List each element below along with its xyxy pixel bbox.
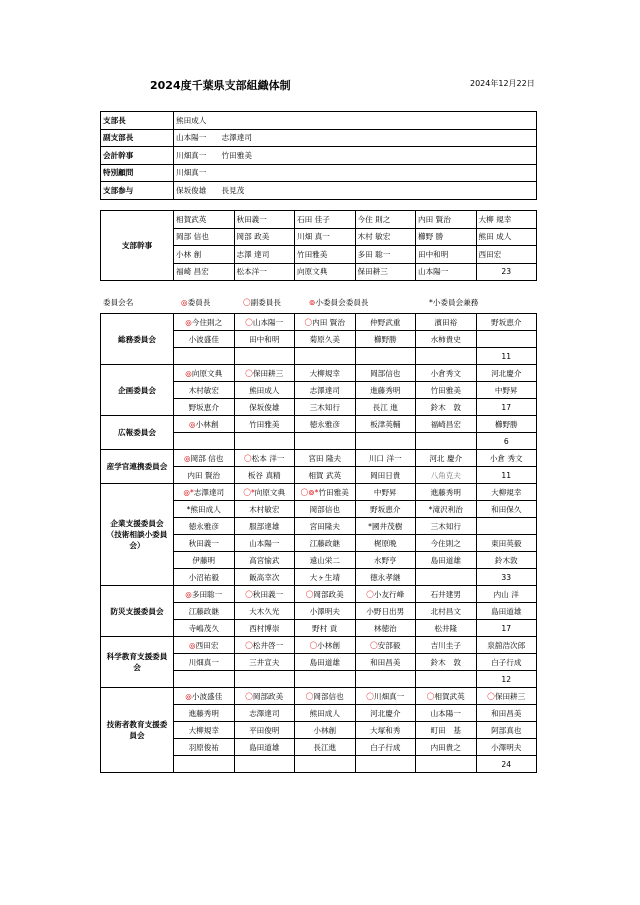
officer-row [101,182,537,200]
role-mark-icon: 〇 [305,691,314,701]
member-cell: 河北 慶介 [416,450,477,467]
role-mark-icon: 〇 [487,691,495,701]
member-cell [416,433,477,450]
member-cell: 大柳規幸 [295,365,356,382]
role-mark-icon: 〇 [245,691,253,701]
committee-name: 総務委員会 [101,314,174,365]
executive-cell: 岡部 政美 [234,228,295,246]
member-cell: 鈴木 敦 [416,399,477,416]
committee-row [101,637,537,654]
role-mark-icon: 〇⊚* [300,487,319,497]
member-cell: 〇小林創 [295,637,356,654]
member-cell: *滝沢利治 [416,501,477,518]
member-cell: 〇松井啓一 [234,637,295,654]
member-cell: 大柳規幸 [174,722,235,739]
role-mark-icon: 〇 [370,640,378,650]
committee-row [101,688,537,705]
member-cell: 泉舘浩次郎 [476,637,537,654]
role-mark-icon: ◎ [185,368,192,378]
member-cell: 長江進 [295,739,356,756]
member-cell: 羽原俊祐 [174,739,235,756]
role-mark-icon: 〇 [243,298,251,307]
member-cell [234,348,295,365]
member-cell [355,756,416,773]
member-cell: 〇保田耕三 [234,365,295,382]
committee-count: 11 [476,467,537,484]
member-cell: ◎*志澤達司 [174,484,235,501]
executive-row [101,211,537,229]
member-cell: 河北慶介 [476,365,537,382]
role-mark-icon: ◎ [185,589,192,599]
member-cell: 櫛野勝 [476,416,537,433]
role-mark-icon: ◎ [185,691,192,701]
member-cell: 小野日出男 [355,603,416,620]
member-cell [295,756,356,773]
officer-role: 支部参与 [101,182,174,200]
member-cell: 和田保久 [476,501,537,518]
executive-cell: 岡部 信也 [174,228,235,246]
member-cell [234,671,295,688]
member-cell [355,348,416,365]
member-cell [295,433,356,450]
executive-cell: 内田 賢治 [416,211,477,229]
executive-cell: 川畑 真一 [295,228,356,246]
committee-name: 科学教育支援委員会 [101,637,174,688]
member-cell: 濱田裕 [416,314,477,331]
executive-cell: 多田 聡一 [355,246,416,264]
committee-count: 11 [476,348,537,365]
member-cell: 伊藤明 [174,552,235,569]
member-cell: 小倉 秀文 [476,450,537,467]
member-cell: 〇岡部信也 [295,688,356,705]
member-cell [416,348,477,365]
committee-name: 防災支援委員会 [101,586,174,637]
member-cell: 板谷 真精 [234,467,295,484]
member-cell: 飯高幸次 [234,569,295,586]
member-cell: 岡部信也 [295,501,356,518]
member-cell: 長江 進 [355,399,416,416]
page-title: 2024度千葉県支部組織体制 [150,79,291,92]
member-cell: 西村博崇 [234,620,295,637]
member-cell [234,756,295,773]
member-cell: 〇秋田義一 [234,586,295,603]
member-cell: 野村 貢 [295,620,356,637]
committees-table [100,313,537,773]
member-cell: 田中和明 [234,331,295,348]
member-cell: 内田貴之 [416,739,477,756]
member-cell: 〇松本 洋一 [234,450,295,467]
member-cell: 阿部真也 [476,722,537,739]
member-cell: 白子行成 [476,654,537,671]
role-mark-icon: ◎ [181,298,188,307]
member-cell: 木村敏宏 [174,382,235,399]
member-cell: 三井宣夫 [234,654,295,671]
executive-cell: 23 [476,263,537,281]
member-cell: 小倉秀文 [416,365,477,382]
member-cell: 〇岡部政美 [234,688,295,705]
member-cell: 白子行成 [355,739,416,756]
officer-names: 山本陽一 志澤達司 [174,129,537,147]
member-cell: 岡部信也 [355,365,416,382]
member-cell: ◎西田宏 [174,637,235,654]
legend-sub-concurrent: *小委員会兼務 [429,298,479,307]
member-cell [174,433,235,450]
role-mark-icon: 〇 [245,589,253,599]
role-mark-icon: ◎* [183,487,194,497]
member-cell: 服部達雄 [234,518,295,535]
member-cell: 内田 賢治 [174,467,235,484]
member-cell: 中野昇 [355,484,416,501]
member-cell [174,348,235,365]
committee-count: 33 [476,569,537,586]
committee-name: 技術者教育支援委員会 [101,688,174,773]
member-cell: 江藤政継 [295,535,356,552]
member-cell: ◎岡部 信也 [174,450,235,467]
member-cell: 志澤達司 [234,705,295,722]
member-cell: *國井茂樹 [355,518,416,535]
member-cell: 〇保田耕三 [476,688,537,705]
member-cell [295,348,356,365]
officer-names: 川畑真一 [174,164,537,182]
executive-cell: 松本洋一 [234,263,295,281]
committee-row [101,586,537,603]
role-mark-icon: 〇 [245,317,253,327]
member-cell: 石井建男 [416,586,477,603]
member-cell: 野坂恵介 [355,501,416,518]
member-cell: 鈴木敦 [476,552,537,569]
member-cell: 中野昇 [476,382,537,399]
member-cell: 平田俊明 [234,722,295,739]
member-cell: 相賀 武英 [295,467,356,484]
member-cell: 小波盛佳 [174,331,235,348]
officer-role: 会計幹事 [101,147,174,165]
member-cell: 〇相賀武英 [416,688,477,705]
member-cell: 小林創 [295,722,356,739]
member-cell: 江藤政継 [174,603,235,620]
executives-label: 支部幹事 [101,211,174,281]
member-cell: ◎多田聡一 [174,586,235,603]
member-cell: 林徳治 [355,620,416,637]
member-cell: 宮田 隆夫 [295,450,356,467]
member-cell: 保坂俊雄 [234,399,295,416]
member-cell: 小沼祐毅 [174,569,235,586]
member-cell [476,331,537,348]
committee-name: 企画委員会 [101,365,174,416]
officer-names: 川畑真一 竹田雅美 [174,147,537,165]
committee-count: 12 [476,671,537,688]
executive-cell: 志澤 達司 [234,246,295,264]
member-cell: 今住則之 [416,535,477,552]
member-cell: 福崎昌宏 [416,416,477,433]
member-cell: 東田英毅 [476,535,537,552]
committee-count: 6 [476,433,537,450]
member-cell: ◎向原文典 [174,365,235,382]
committee-row [101,416,537,433]
member-cell [295,671,356,688]
member-cell: 山本陽一 [416,705,477,722]
committee-row [101,484,537,501]
member-cell [355,671,416,688]
member-cell: 三木知行 [295,399,356,416]
member-cell [355,433,416,450]
member-cell: 〇⊚*竹田雅美 [295,484,356,501]
member-cell: 小澤明夫 [476,739,537,756]
member-cell: 竹田雅美 [234,416,295,433]
member-cell: 三木知行 [416,518,477,535]
officer-row [101,112,537,130]
officer-row [101,129,537,147]
executive-cell: 福崎 昌宏 [174,263,235,281]
officer-role: 支部長 [101,112,174,130]
role-mark-icon: 〇 [426,691,435,701]
member-cell: ◎小波盛佳 [174,688,235,705]
legend-label: 委員会名 [103,298,134,307]
executive-cell: 山本陽一 [416,263,477,281]
member-cell: 櫛野勝 [355,331,416,348]
member-cell: 板津英輔 [355,416,416,433]
officers-table [100,111,537,200]
executive-cell: 秋田義一 [234,211,295,229]
member-cell [174,671,235,688]
role-mark-icon: 〇 [245,640,253,650]
role-mark-icon: ◎ [189,419,196,429]
executive-cell: 田中和明 [416,246,477,264]
member-cell [416,671,477,688]
member-cell: 宮田隆夫 [295,518,356,535]
member-cell: 〇*向原文典 [234,484,295,501]
document-date: 2024年12月22日 [470,79,535,88]
executive-cell: 相賀武英 [174,211,235,229]
legend-vice: 〇副委員長 [243,298,281,307]
member-cell: 吉川圭子 [416,637,477,654]
member-cell: 木村敏宏 [234,501,295,518]
member-cell [234,433,295,450]
executive-cell: 石田 佳子 [295,211,356,229]
legend-sub-chair: ⊚小委員会委員長 [309,298,369,307]
member-cell: 山本陽一 [234,535,295,552]
executive-cell: 大柳 規幸 [476,211,537,229]
role-mark-icon: 〇 [305,589,314,599]
executive-cell: 西田宏 [476,246,537,264]
member-cell: 進藤秀明 [174,705,235,722]
member-cell: 志澤達司 [295,382,356,399]
member-cell [476,518,537,535]
member-cell: 野坂恵介 [174,399,235,416]
member-cell: 島田道雄 [416,552,477,569]
member-cell: 松井隆 [416,620,477,637]
executive-cell: 小林 創 [174,246,235,264]
member-cell: 秋田義一 [174,535,235,552]
executive-cell: 竹田雅美 [295,246,356,264]
member-cell: 〇小友行峰 [355,586,416,603]
member-cell: 和田昌美 [476,705,537,722]
member-cell: 野坂恵介 [476,314,537,331]
committee-count: 17 [476,399,537,416]
member-cell: 梶原晩 [355,535,416,552]
member-cell: 川口 洋一 [355,450,416,467]
member-cell: 町田 基 [416,722,477,739]
role-mark-icon: ◎ [184,453,191,463]
legend-chair: ◎委員長 [181,298,211,307]
executive-cell: 熊田 成人 [476,228,537,246]
member-cell: 熊田成人 [295,705,356,722]
member-cell: 大柳規幸 [476,484,537,501]
executive-cell: 保田耕三 [355,263,416,281]
executive-cell: 今住 則之 [355,211,416,229]
member-cell: *熊田成人 [174,501,235,518]
role-mark-icon: 〇 [245,368,253,378]
member-cell: 島田道雄 [234,739,295,756]
member-cell: 北村昌文 [416,603,477,620]
executive-cell: 木村 敏宏 [355,228,416,246]
member-cell: 〇川畑真一 [355,688,416,705]
member-cell: 大ヶ生靖 [295,569,356,586]
legend [103,297,478,308]
committee-count: 17 [476,620,537,637]
role-mark-icon: 〇* [243,487,255,497]
member-cell: 熊田成人 [234,382,295,399]
member-cell: 〇岡部政美 [295,586,356,603]
executive-cell: 櫛野 勝 [416,228,477,246]
member-cell: 内山 洋 [476,586,537,603]
role-mark-icon: 〇 [309,640,318,650]
role-mark-icon: 〇 [244,453,252,463]
member-cell [416,569,477,586]
role-mark-icon: ◎ [189,640,196,650]
committee-name: 広報委員会 [101,416,174,450]
role-mark-icon: ⊚ [309,298,316,307]
committee-row [101,314,537,331]
member-cell: 徳永雅彦 [174,518,235,535]
committee-row [101,450,537,467]
member-cell: 和田昌美 [355,654,416,671]
officer-row [101,164,537,182]
committee-name: 産学官連携委員会 [101,450,174,484]
member-cell: 島田道雄 [476,603,537,620]
member-cell: 〇安部毅 [355,637,416,654]
committee-count: 24 [476,756,537,773]
member-cell: 川畑真一 [174,654,235,671]
member-cell: 鈴木 敦 [416,654,477,671]
member-cell: 水柿貴史 [416,331,477,348]
member-cell: 大木久光 [234,603,295,620]
member-cell [416,756,477,773]
role-mark-icon: 〇 [366,691,374,701]
committee-name: 企業支援委員会（技術相談小委員会） [101,484,174,586]
officer-role: 副支部長 [101,129,174,147]
role-mark-icon: 〇 [304,317,313,327]
role-mark-icon: ◎ [185,317,192,327]
officer-names: 熊田成人 [174,112,537,130]
member-cell: 小澤明夫 [295,603,356,620]
committee-row [101,365,537,382]
member-cell: 徳永孝継 [355,569,416,586]
role-mark-icon: 〇 [366,589,374,599]
member-cell: 竹田雅美 [416,382,477,399]
member-cell: 進藤秀明 [355,382,416,399]
member-cell: 八角克夫 [416,467,477,484]
member-cell [174,756,235,773]
executive-cell: 向原文典 [295,263,356,281]
member-cell: 仲野武重 [355,314,416,331]
member-cell: ◎小林創 [174,416,235,433]
member-cell: 菊原久美 [295,331,356,348]
member-cell: 水野亨 [355,552,416,569]
officer-role: 特別顧問 [101,164,174,182]
member-cell: 高宮愉武 [234,552,295,569]
member-cell: 徳永雅彦 [295,416,356,433]
member-cell: 河北慶介 [355,705,416,722]
member-cell: 〇山本陽一 [234,314,295,331]
member-cell: 岡田日貴 [355,467,416,484]
member-cell: 寺嶋茂久 [174,620,235,637]
member-cell: 大塚和秀 [355,722,416,739]
member-cell: 〇内田 賢治 [295,314,356,331]
member-cell: 進藤秀明 [416,484,477,501]
officer-row [101,147,537,165]
member-cell: 遠山栄二 [295,552,356,569]
officer-names: 保坂俊雄 長見茂 [174,182,537,200]
executives-table [100,210,537,281]
member-cell: 島田道雄 [295,654,356,671]
member-cell: ◎今住則之 [174,314,235,331]
